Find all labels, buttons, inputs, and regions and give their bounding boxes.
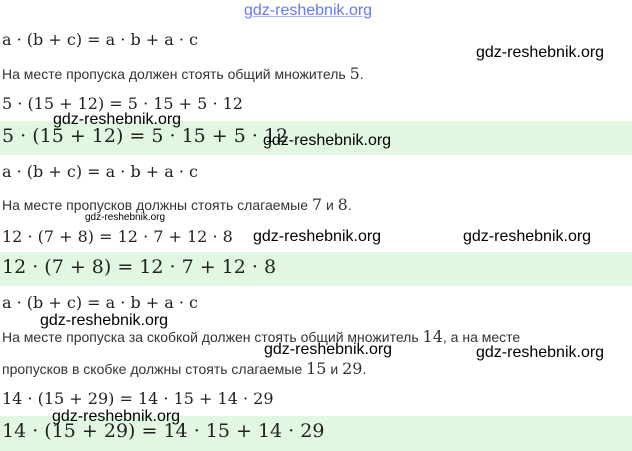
note-2 [2,195,352,214]
answer-1: 5 · (15 + 12) = 5 · 15 + 5 · 12 [2,125,289,147]
answer-3: 14 · (15 + 29) = 14 · 15 + 14 · 29 [2,420,325,442]
note-3-num: 14 [422,327,443,346]
formula-3: a · (b + c) = a · b + a · c [2,293,199,312]
note-3-end: . [362,361,367,377]
note-2-end: . [347,197,352,213]
note-1-end: . [359,66,364,82]
answer-2: 12 · (7 + 8) = 12 · 7 + 12 · 8 [2,256,277,278]
watermark: gdz-reshebnik.org [476,44,605,61]
note-3-and: и [326,361,343,377]
note-1 [2,64,364,83]
note-3-line-2 [2,359,366,378]
watermark: gdz-reshebnik.org [264,341,393,358]
note-1-text: На месте пропуска должен стоять общий множитель [2,66,350,82]
note-2-num-1: 7 [311,195,323,214]
watermark: gdz-reshebnik.org [463,228,592,245]
note-2-num-2: 8 [337,195,348,214]
watermark: gdz-reshebnik.org [52,408,181,425]
watermark-top: gdz-reshebnik.org [244,2,373,19]
note-3-text-c: пропусков в скобке должны стоять слагаемые [2,361,307,377]
formula-2: a · (b + c) = a · b + a · c [2,162,199,181]
note-3-num-1: 15 [306,359,327,378]
formula-1: a · (b + c) = a · b + a · c [2,30,199,49]
watermark: gdz-reshebnik.org [253,228,382,245]
expression-1: 5 · (15 + 12) = 5 · 15 + 5 · 12 [2,94,243,113]
note-2-text: На месте пропусков должны стоять слагаемые [2,197,312,213]
watermark: gdz-reshebnik.org [53,111,182,128]
watermark: gdz-reshebnik.org [40,312,169,329]
watermark: gdz-reshebnik.org [476,344,605,361]
note-2-and: и [322,197,338,213]
expression-2: 12 · (7 + 8) = 12 · 7 + 12 · 8 [2,227,233,246]
note-3-text-b: , а на месте [442,329,521,345]
expression-3: 14 · (15 + 29) = 14 · 15 + 14 · 29 [2,389,274,408]
note-1-num: 5 [349,64,360,83]
note-3-num-2: 29 [342,359,363,378]
watermark: gdz-reshebnik.org [263,132,392,149]
note-3-text-a: На месте пропуска за скобкой должен стоять общий множитель [2,329,423,345]
watermark-small: gdz-reshebnik.org [85,212,166,223]
